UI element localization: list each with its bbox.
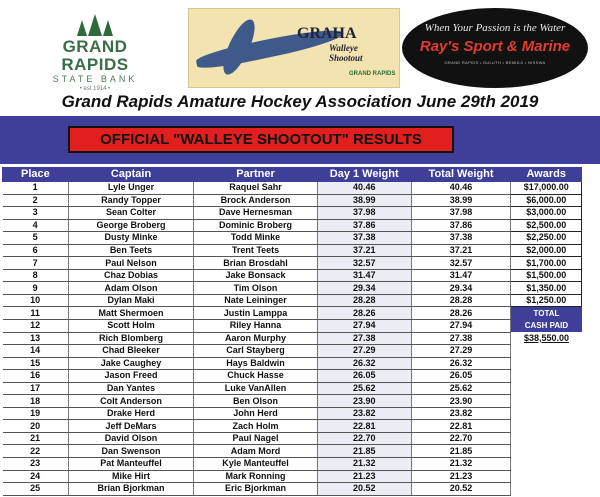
partner-cell: Mark Ronning [194, 470, 318, 483]
partner-cell: Paul Nagel [194, 432, 318, 445]
bank-name: GRAND RAPIDS [61, 37, 129, 74]
captain-cell: Mike Hirt [68, 470, 193, 483]
day1-weight-cell: 27.94 [317, 320, 411, 333]
day1-weight-cell: 27.38 [317, 332, 411, 345]
header-partner: Partner [194, 168, 318, 182]
award-cell: $1,700.00 [511, 257, 582, 270]
captain-cell: Colt Anderson [68, 395, 193, 408]
place-cell: 13 [3, 332, 69, 345]
table-row [3, 257, 582, 270]
rays-sport-marine-logo [402, 8, 588, 88]
award-cell [511, 470, 582, 483]
award-cell: $1,500.00 [511, 269, 582, 282]
graha-line1: Walleye [329, 43, 358, 53]
table-row [3, 420, 582, 433]
table-row [3, 207, 582, 220]
table-row [3, 483, 582, 496]
partner-cell: Trent Teets [194, 244, 318, 257]
total-weight-cell: 31.47 [411, 269, 511, 282]
total-weight-cell: 22.70 [411, 432, 511, 445]
table-row [3, 307, 582, 320]
place-cell: 20 [3, 420, 69, 433]
captain-cell: Sean Colter [68, 207, 193, 220]
total-weight-cell: 23.82 [411, 407, 511, 420]
total-weight-cell: 27.29 [411, 345, 511, 358]
place-cell: 8 [3, 269, 69, 282]
total-weight-cell: 28.26 [411, 307, 511, 320]
header-place: Place [3, 168, 69, 182]
day1-weight-cell: 22.81 [317, 420, 411, 433]
award-cell: $2,250.00 [511, 232, 582, 245]
graha-walleye-shootout-logo [188, 8, 400, 88]
total-weight-cell: 38.99 [411, 194, 511, 207]
day1-weight-cell: 26.32 [317, 357, 411, 370]
partner-cell: Dominic Broberg [194, 219, 318, 232]
total-weight-cell: 37.21 [411, 244, 511, 257]
award-cell [511, 395, 582, 408]
total-weight-cell: 20.52 [411, 483, 511, 496]
total-weight-cell: 21.23 [411, 470, 511, 483]
place-cell: 1 [3, 182, 69, 195]
partner-cell: Jake Bonsack [194, 269, 318, 282]
day1-weight-cell: 23.90 [317, 395, 411, 408]
day1-weight-cell: 29.34 [317, 282, 411, 295]
table-row [3, 470, 582, 483]
award-cell: $2,500.00 [511, 219, 582, 232]
day1-weight-cell: 38.99 [317, 194, 411, 207]
day1-weight-cell: 37.86 [317, 219, 411, 232]
total-weight-cell: 37.98 [411, 207, 511, 220]
place-cell: 10 [3, 294, 69, 307]
partner-cell: John Herd [194, 407, 318, 420]
table-row [3, 345, 582, 358]
total-weight-cell: 27.94 [411, 320, 511, 333]
day1-weight-cell: 37.21 [317, 244, 411, 257]
award-cell [511, 420, 582, 433]
award-cell [511, 445, 582, 458]
pine-tree-icon [30, 10, 160, 36]
table-row [3, 432, 582, 445]
day1-weight-cell: 20.52 [317, 483, 411, 496]
award-cell [511, 483, 582, 496]
captain-cell: Dusty Minke [68, 232, 193, 245]
captain-cell: George Broberg [68, 219, 193, 232]
partner-cell: Brian Brosdahl [194, 257, 318, 270]
partner-cell: Eric Bjorkman [194, 483, 318, 496]
award-cell [511, 345, 582, 358]
captain-cell: Jeff DeMars [68, 420, 193, 433]
table-body [3, 182, 582, 496]
day1-weight-cell: 21.85 [317, 445, 411, 458]
award-cell: $6,000.00 [511, 194, 582, 207]
place-cell: 23 [3, 458, 69, 471]
partner-cell: Ben Olson [194, 395, 318, 408]
rays-tagline: When Your Passion is the Water [424, 22, 566, 34]
graha-line2: Shootout [329, 53, 363, 63]
rays-name: Ray's Sport & Marine [419, 38, 571, 55]
rays-locations: GRAND RAPIDS • DULUTH • BEMIDJI • NISSWA [444, 60, 546, 65]
total-weight-cell: 26.32 [411, 357, 511, 370]
table-row [3, 407, 582, 420]
header-day1-weight: Day 1 Weight [317, 168, 411, 182]
table-header-row [3, 168, 582, 182]
place-cell: 9 [3, 282, 69, 295]
graha-sponsor: GRAND RAPIDS [349, 71, 396, 77]
results-banner: OFFICIAL "WALLEYE SHOOTOUT" RESULTS [68, 126, 454, 153]
place-cell: 21 [3, 432, 69, 445]
award-cell [511, 357, 582, 370]
total-weight-cell: 22.81 [411, 420, 511, 433]
total-weight-cell: 25.62 [411, 382, 511, 395]
captain-cell: Paul Nelson [68, 257, 193, 270]
total-weight-cell: 29.34 [411, 282, 511, 295]
day1-weight-cell: 37.38 [317, 232, 411, 245]
grand-rapids-state-bank-logo [30, 10, 160, 92]
partner-cell: Aaron Murphy [194, 332, 318, 345]
day1-weight-cell: 22.70 [317, 432, 411, 445]
total-weight-cell: 37.38 [411, 232, 511, 245]
award-cell [511, 407, 582, 420]
total-weight-cell: 21.85 [411, 445, 511, 458]
partner-cell: Riley Hanna [194, 320, 318, 333]
captain-cell: Pat Manteuffel [68, 458, 193, 471]
place-cell: 7 [3, 257, 69, 270]
table-row [3, 382, 582, 395]
partner-cell: Chuck Hasse [194, 370, 318, 383]
award-cell [511, 370, 582, 383]
day1-weight-cell: 32.57 [317, 257, 411, 270]
bank-subtitle: STATE BANK [52, 74, 138, 84]
partner-cell: Raquel Sahr [194, 182, 318, 195]
captain-cell: Adam Olson [68, 282, 193, 295]
partner-cell: Luke VanAllen [194, 382, 318, 395]
day1-weight-cell: 27.29 [317, 345, 411, 358]
place-cell: 11 [3, 307, 69, 320]
day1-weight-cell: 21.32 [317, 458, 411, 471]
place-cell: 3 [3, 207, 69, 220]
table-row [3, 232, 582, 245]
total-weight-cell: 27.38 [411, 332, 511, 345]
place-cell: 15 [3, 357, 69, 370]
award-cell: $17,000.00 [511, 182, 582, 195]
place-cell: 16 [3, 370, 69, 383]
captain-cell: Rich Blomberg [68, 332, 193, 345]
place-cell: 22 [3, 445, 69, 458]
table-row [3, 294, 582, 307]
table-row [3, 269, 582, 282]
day1-weight-cell: 26.05 [317, 370, 411, 383]
table-row [3, 332, 582, 345]
captain-cell: Brian Bjorkman [68, 483, 193, 496]
day1-weight-cell: 37.98 [317, 207, 411, 220]
partner-cell: Adam Mord [194, 445, 318, 458]
day1-weight-cell: 40.46 [317, 182, 411, 195]
award-cell [511, 382, 582, 395]
table-row [3, 219, 582, 232]
place-cell: 6 [3, 244, 69, 257]
partner-cell: Dave Hernesman [194, 207, 318, 220]
award-cell [511, 432, 582, 445]
captain-cell: Chad Bleeker [68, 345, 193, 358]
award-cell: $38,550.00 [523, 332, 569, 343]
day1-weight-cell: 21.23 [317, 470, 411, 483]
place-cell: 18 [3, 395, 69, 408]
award-cell: TOTAL [511, 307, 582, 320]
award-cell: $3,000.00 [511, 207, 582, 220]
partner-cell: Zach Holm [194, 420, 318, 433]
captain-cell: Dan Swenson [68, 445, 193, 458]
total-weight-cell: 21.32 [411, 458, 511, 471]
place-cell: 12 [3, 320, 69, 333]
graha-title: GRAHA [297, 25, 357, 42]
partner-cell: Tim Olson [194, 282, 318, 295]
total-weight-cell: 26.05 [411, 370, 511, 383]
captain-cell: Drake Herd [68, 407, 193, 420]
day1-weight-cell: 28.28 [317, 294, 411, 307]
partner-cell: Kyle Manteuffel [194, 458, 318, 471]
captain-cell: Scott Holm [68, 320, 193, 333]
captain-cell: Dylan Maki [68, 294, 193, 307]
place-cell: 14 [3, 345, 69, 358]
results-table [2, 167, 582, 496]
partner-cell: Hays Baldwin [194, 357, 318, 370]
place-cell: 19 [3, 407, 69, 420]
place-cell: 17 [3, 382, 69, 395]
captain-cell: Randy Topper [68, 194, 193, 207]
day1-weight-cell: 28.26 [317, 307, 411, 320]
award-cell: $1,350.00 [511, 282, 582, 295]
place-cell: 24 [3, 470, 69, 483]
header-total-weight: Total Weight [411, 168, 511, 182]
table-row [3, 395, 582, 408]
table-row [3, 458, 582, 471]
page-title: Grand Rapids Amature Hockey Association June 29th 2019 [61, 92, 539, 111]
header-captain: Captain [68, 168, 193, 182]
captain-cell: Chaz Dobias [68, 269, 193, 282]
total-weight-cell: 23.90 [411, 395, 511, 408]
partner-cell: Justin Lamppa [194, 307, 318, 320]
total-weight-cell: 37.86 [411, 219, 511, 232]
partner-cell: Brock Anderson [194, 194, 318, 207]
award-cell: CASH PAID [511, 320, 582, 333]
total-weight-cell: 32.57 [411, 257, 511, 270]
header-awards: Awards [511, 168, 582, 182]
logo-strip [0, 0, 600, 92]
partner-cell: Nate Leininger [194, 294, 318, 307]
captain-cell: Jake Caughey [68, 357, 193, 370]
place-cell: 4 [3, 219, 69, 232]
table-row [3, 357, 582, 370]
day1-weight-cell: 25.62 [317, 382, 411, 395]
table-row [3, 320, 582, 333]
partner-cell: Carl Stayberg [194, 345, 318, 358]
table-row [3, 282, 582, 295]
table-row [3, 244, 582, 257]
bank-est: • est 1914 • [79, 86, 111, 92]
place-cell: 2 [3, 194, 69, 207]
award-cell: $2,000.00 [511, 244, 582, 257]
award-cell [511, 458, 582, 471]
award-cell: $1,250.00 [511, 294, 582, 307]
table-row [3, 445, 582, 458]
day1-weight-cell: 23.82 [317, 407, 411, 420]
partner-cell: Todd Minke [194, 232, 318, 245]
table-row [3, 370, 582, 383]
captain-cell: Jason Freed [68, 370, 193, 383]
captain-cell: Dan Yantes [68, 382, 193, 395]
table-row [3, 194, 582, 207]
captain-cell: Lyle Unger [68, 182, 193, 195]
total-weight-cell: 40.46 [411, 182, 511, 195]
place-cell: 25 [3, 483, 69, 496]
place-cell: 5 [3, 232, 69, 245]
captain-cell: Ben Teets [68, 244, 193, 257]
day1-weight-cell: 31.47 [317, 269, 411, 282]
captain-cell: David Olson [68, 432, 193, 445]
captain-cell: Matt Shermoen [68, 307, 193, 320]
table-row [3, 182, 582, 195]
total-weight-cell: 28.28 [411, 294, 511, 307]
